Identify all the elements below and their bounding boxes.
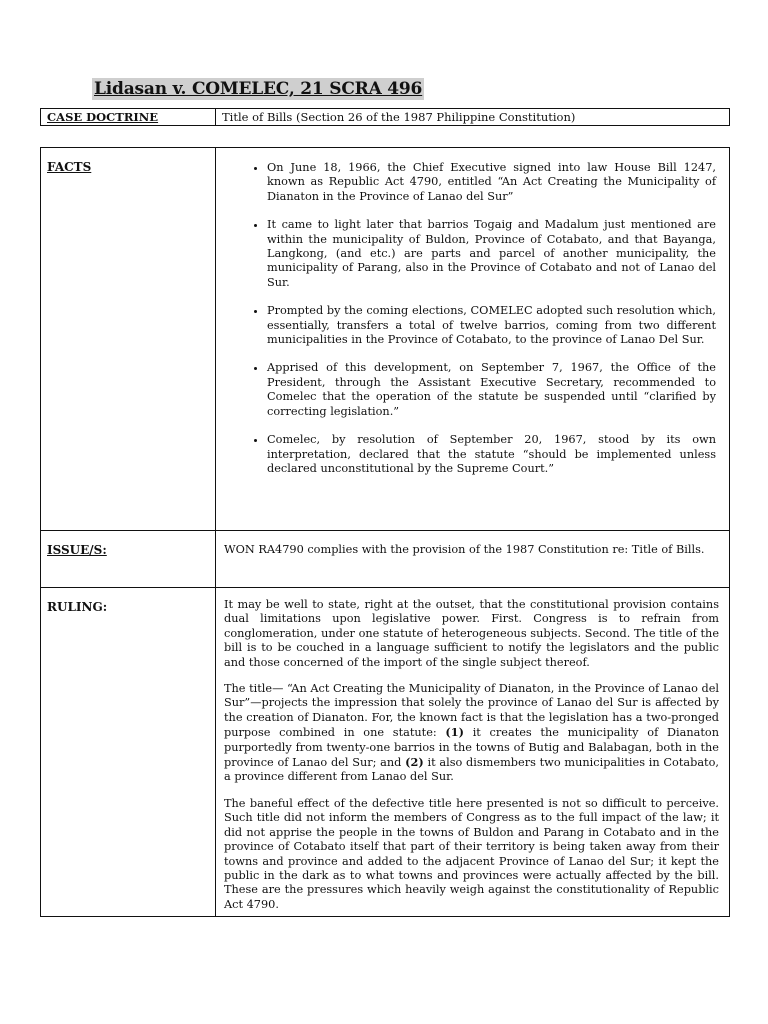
case-doctrine-value: Title of Bills (Section 26 of the 1987 Philippine Constitution) bbox=[216, 109, 730, 126]
case-digest-table bbox=[40, 147, 730, 917]
facts-item: • Prompted by the coming elections, COMELEC adopted such resolution which, essentially, transfers a total of twelve barrios, coming from two different municipalities in the Province of Cotabato, to the province of Lanao Del Sur. bbox=[267, 304, 716, 347]
ruling-paragraph bbox=[224, 682, 719, 785]
facts-content bbox=[216, 148, 730, 531]
facts-label: FACTS bbox=[41, 148, 216, 531]
ruling-number: (1) bbox=[445, 725, 464, 740]
ruling-text: The title— “An Act Creating the Municipality of Dianaton, in the Province of Lanao del Sur”—projects the impression that solely the province of Lanao del Sur is affected by the creation of Dianaton. For, the known fact is that the legislation has a two-pronged purpose combined in one statute: bbox=[224, 682, 719, 740]
ruling-paragraph: It may be well to state, right at the outset, that the constitutional provision contains dual limitations upon legislative power. First. Congress is to refrain from conglomeration, under one statute of heterogeneous subjects. Second. The title of the bill is to be couched in a language sufficient to notify the legislators and the public and those concerned of the import of the single subject thereof. bbox=[224, 598, 719, 669]
ruling-label: RULING: bbox=[41, 588, 216, 917]
facts-item: • Comelec, by resolution of September 20, 1967, stood by its own interpretation, declared that the statute “should be implemented unless declared unconstitutional by the Supreme Court.” bbox=[267, 433, 716, 476]
case-doctrine-label: CASE DOCTRINE bbox=[41, 109, 216, 126]
issue-label: ISSUE/S: bbox=[41, 531, 216, 588]
facts-item: • It came to light later that barrios Togaig and Madalum just mentioned are within the municipality of Buldon, Province of Cotabato, and that Bayanga, Langkong, (and etc.) are parts and parcel of another municipality, the municipality of Parang, also in the Province of Cotabato and not of Lanao del Sur. bbox=[267, 218, 716, 290]
case-title: Lidasan v. COMELEC, 21 SCRA 496 bbox=[94, 79, 423, 99]
facts-row bbox=[41, 148, 730, 531]
case-doctrine-row bbox=[41, 109, 730, 126]
facts-item: • On June 18, 1966, the Chief Executive signed into law House Bill 1247, known as Republic Act 4790, entitled “An Act Creating the Municipality of Dianaton in the Province of Lanao del Sur” bbox=[267, 161, 716, 204]
ruling-content bbox=[216, 588, 730, 917]
issue-text: WON RA4790 complies with the provision of the 1987 Constitution re: Title of Bills. bbox=[216, 531, 730, 588]
case-doctrine-table bbox=[40, 108, 730, 126]
ruling-text: it also dismembers two municipalities in Cotabato, a province different from Lanao del Sur. bbox=[224, 756, 719, 784]
ruling-paragraph: The baneful effect of the defective title here presented is not so difficult to perceive. Such title did not inform the members of Congress as to the full impact of the law; it did not apprise the people in the towns of Buldon and Parang in Cotabato and in the province of Cotabato itself that part of their territory is being taken away from their towns and province and added to the adjacent Province of Lanao del Sur; it kept the public in the dark as to what towns and provinces were actually affected by the bill. These are the pressures which heavily weigh against the constitutionality of Republic Act 4790. bbox=[224, 796, 719, 911]
ruling-row bbox=[41, 588, 730, 917]
facts-item: • Apprised of this development, on September 7, 1967, the Office of the President, through the Assistant Executive Secretary, recommended to Comelec that the operation of the statute be suspended until “clarified by correcting legislation.” bbox=[267, 361, 716, 419]
issue-row bbox=[41, 531, 730, 588]
ruling-number: (2) bbox=[405, 755, 424, 770]
facts-list bbox=[229, 161, 716, 476]
ruling-text: it creates the municipality of Dianaton purportedly from twenty-one barrios in the towns of Butig and Balabagan, both in the province of Lanao del Sur; and bbox=[224, 726, 719, 770]
